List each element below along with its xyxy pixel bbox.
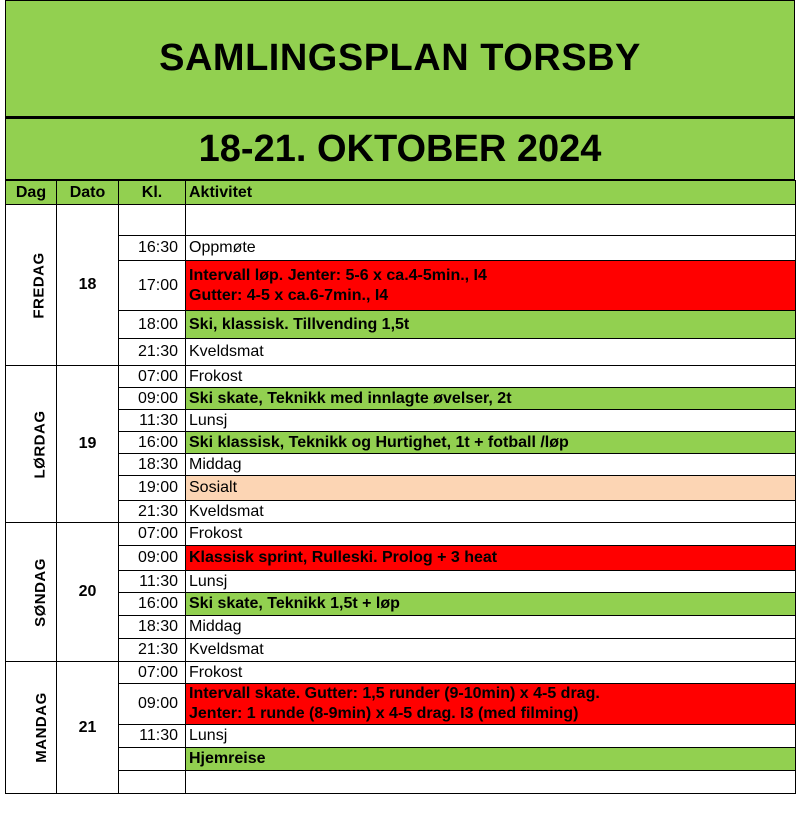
day-cell	[6, 366, 57, 523]
activity-cell	[186, 639, 796, 662]
activity-text: Ski klassisk, Teknikk og Hurtighet, 1t + fotball /løp	[189, 433, 569, 451]
activity-text: Frokost	[189, 525, 243, 542]
activity-cell	[186, 339, 796, 366]
activity-cell	[186, 236, 796, 261]
schedule-row	[6, 593, 796, 616]
day-label: MANDAG	[32, 692, 50, 763]
header-activity: Aktivitet	[186, 181, 796, 205]
time-cell: 17:00	[119, 261, 186, 311]
page-subtitle: 18-21. OKTOBER 2024	[5, 117, 795, 180]
schedule-row	[6, 261, 796, 311]
activity-cell	[186, 388, 796, 410]
date-cell: 21	[57, 662, 119, 794]
header-date: Dato	[57, 181, 119, 205]
day-cell	[6, 523, 57, 662]
date-cell: 18	[57, 205, 119, 366]
time-cell: 18:00	[119, 311, 186, 339]
time-cell: 21:30	[119, 501, 186, 523]
time-cell: 19:00	[119, 476, 186, 501]
time-cell: 07:00	[119, 523, 186, 546]
time-cell: 21:30	[119, 639, 186, 662]
activity-text: Hjemreise	[189, 750, 266, 767]
time-cell: 09:00	[119, 684, 186, 725]
time-cell: 07:00	[119, 662, 186, 684]
schedule-row	[6, 639, 796, 662]
schedule-row	[6, 476, 796, 501]
schedule-row	[6, 546, 796, 571]
schedule-sheet	[5, 0, 795, 794]
time-cell: 21:30	[119, 339, 186, 366]
activity-text: Frokost	[189, 367, 243, 385]
schedule-row	[6, 454, 796, 476]
schedule-body	[6, 205, 796, 794]
day-label: FREDAG	[30, 251, 48, 319]
page-title: SAMLINGSPLAN TORSBY	[5, 0, 795, 117]
schedule-row	[6, 339, 796, 366]
time-cell: 18:30	[119, 454, 186, 476]
day-cell	[6, 662, 57, 794]
date-cell: 19	[57, 366, 119, 523]
activity-cell	[186, 662, 796, 684]
activity-text: Gutter: 4-5 x ca.6-7min., I4	[189, 286, 389, 304]
time-cell: 16:00	[119, 432, 186, 454]
schedule-row	[6, 748, 796, 771]
schedule-row	[6, 432, 796, 454]
activity-text: Jenter: 1 runde (8-9min) x 4-5 drag. I3 (med filming)	[189, 705, 579, 722]
schedule-row	[6, 771, 796, 794]
activity-text: Lunsj	[189, 572, 228, 590]
activity-cell	[186, 501, 796, 523]
activity-text: Intervall løp. Jenter: 5-6 x ca.4-5min., I4	[189, 266, 487, 284]
activity-cell	[186, 311, 796, 339]
time-cell: 09:00	[119, 388, 186, 410]
schedule-row	[6, 311, 796, 339]
schedule-row	[6, 523, 796, 546]
activity-cell	[186, 546, 796, 571]
schedule-row	[6, 684, 796, 725]
activity-cell	[186, 432, 796, 454]
time-cell: 07:00	[119, 366, 186, 388]
activity-text: Lunsj	[189, 727, 228, 744]
schedule-row	[6, 501, 796, 523]
time-cell: 18:30	[119, 616, 186, 639]
time-cell: 16:00	[119, 593, 186, 616]
activity-cell	[186, 684, 796, 725]
time-cell: 11:30	[119, 725, 186, 748]
time-cell	[119, 748, 186, 771]
schedule-row	[6, 616, 796, 639]
activity-text: Sosialt	[189, 479, 238, 496]
activity-text: Frokost	[189, 663, 243, 681]
schedule-row	[6, 410, 796, 432]
activity-cell	[186, 410, 796, 432]
activity-cell	[186, 748, 796, 771]
activity-text: Lunsj	[189, 411, 228, 429]
activity-cell	[186, 523, 796, 546]
activity-text: Ski, klassisk. Tillvending 1,5t	[189, 315, 410, 333]
activity-text: Ski skate, Teknikk 1,5t + løp	[189, 595, 400, 612]
activity-cell	[186, 616, 796, 639]
schedule-row	[6, 366, 796, 388]
time-cell	[119, 771, 186, 794]
day-cell	[6, 205, 57, 366]
time-cell: 11:30	[119, 410, 186, 432]
activity-cell	[186, 454, 796, 476]
time-cell	[119, 205, 186, 236]
day-label: SØNDAG	[31, 557, 49, 627]
schedule-row	[6, 236, 796, 261]
activity-cell	[186, 593, 796, 616]
header-row	[6, 181, 796, 205]
schedule-row	[6, 725, 796, 748]
activity-cell	[186, 771, 796, 794]
schedule-row	[6, 205, 796, 236]
schedule-table	[5, 180, 796, 794]
activity-text: Klassisk sprint, Rulleski. Prolog + 3 heat	[189, 549, 498, 566]
activity-cell	[186, 571, 796, 593]
time-cell: 09:00	[119, 546, 186, 571]
activity-text: Kveldsmat	[189, 641, 264, 658]
schedule-row	[6, 388, 796, 410]
activity-text: Kveldsmat	[189, 502, 264, 520]
activity-text: Ski skate, Teknikk med innlagte øvelser, 2t	[189, 389, 512, 407]
activity-text: Oppmøte	[189, 239, 256, 256]
schedule-row	[6, 571, 796, 593]
activity-cell	[186, 261, 796, 311]
activity-cell	[186, 476, 796, 501]
activity-text: Middag	[189, 618, 242, 635]
activity-text: Kveldsmat	[189, 343, 264, 360]
date-cell: 20	[57, 523, 119, 662]
time-cell: 16:30	[119, 236, 186, 261]
activity-cell	[186, 205, 796, 236]
schedule-row	[6, 662, 796, 684]
header-day: Dag	[6, 181, 57, 205]
activity-text: Intervall skate. Gutter: 1,5 runder (9-10min) x 4-5 drag.	[189, 685, 600, 702]
header-time: Kl.	[119, 181, 186, 205]
activity-cell	[186, 725, 796, 748]
activity-text: Middag	[189, 455, 242, 473]
time-cell: 11:30	[119, 571, 186, 593]
activity-cell	[186, 366, 796, 388]
day-label: LØRDAG	[31, 410, 49, 478]
